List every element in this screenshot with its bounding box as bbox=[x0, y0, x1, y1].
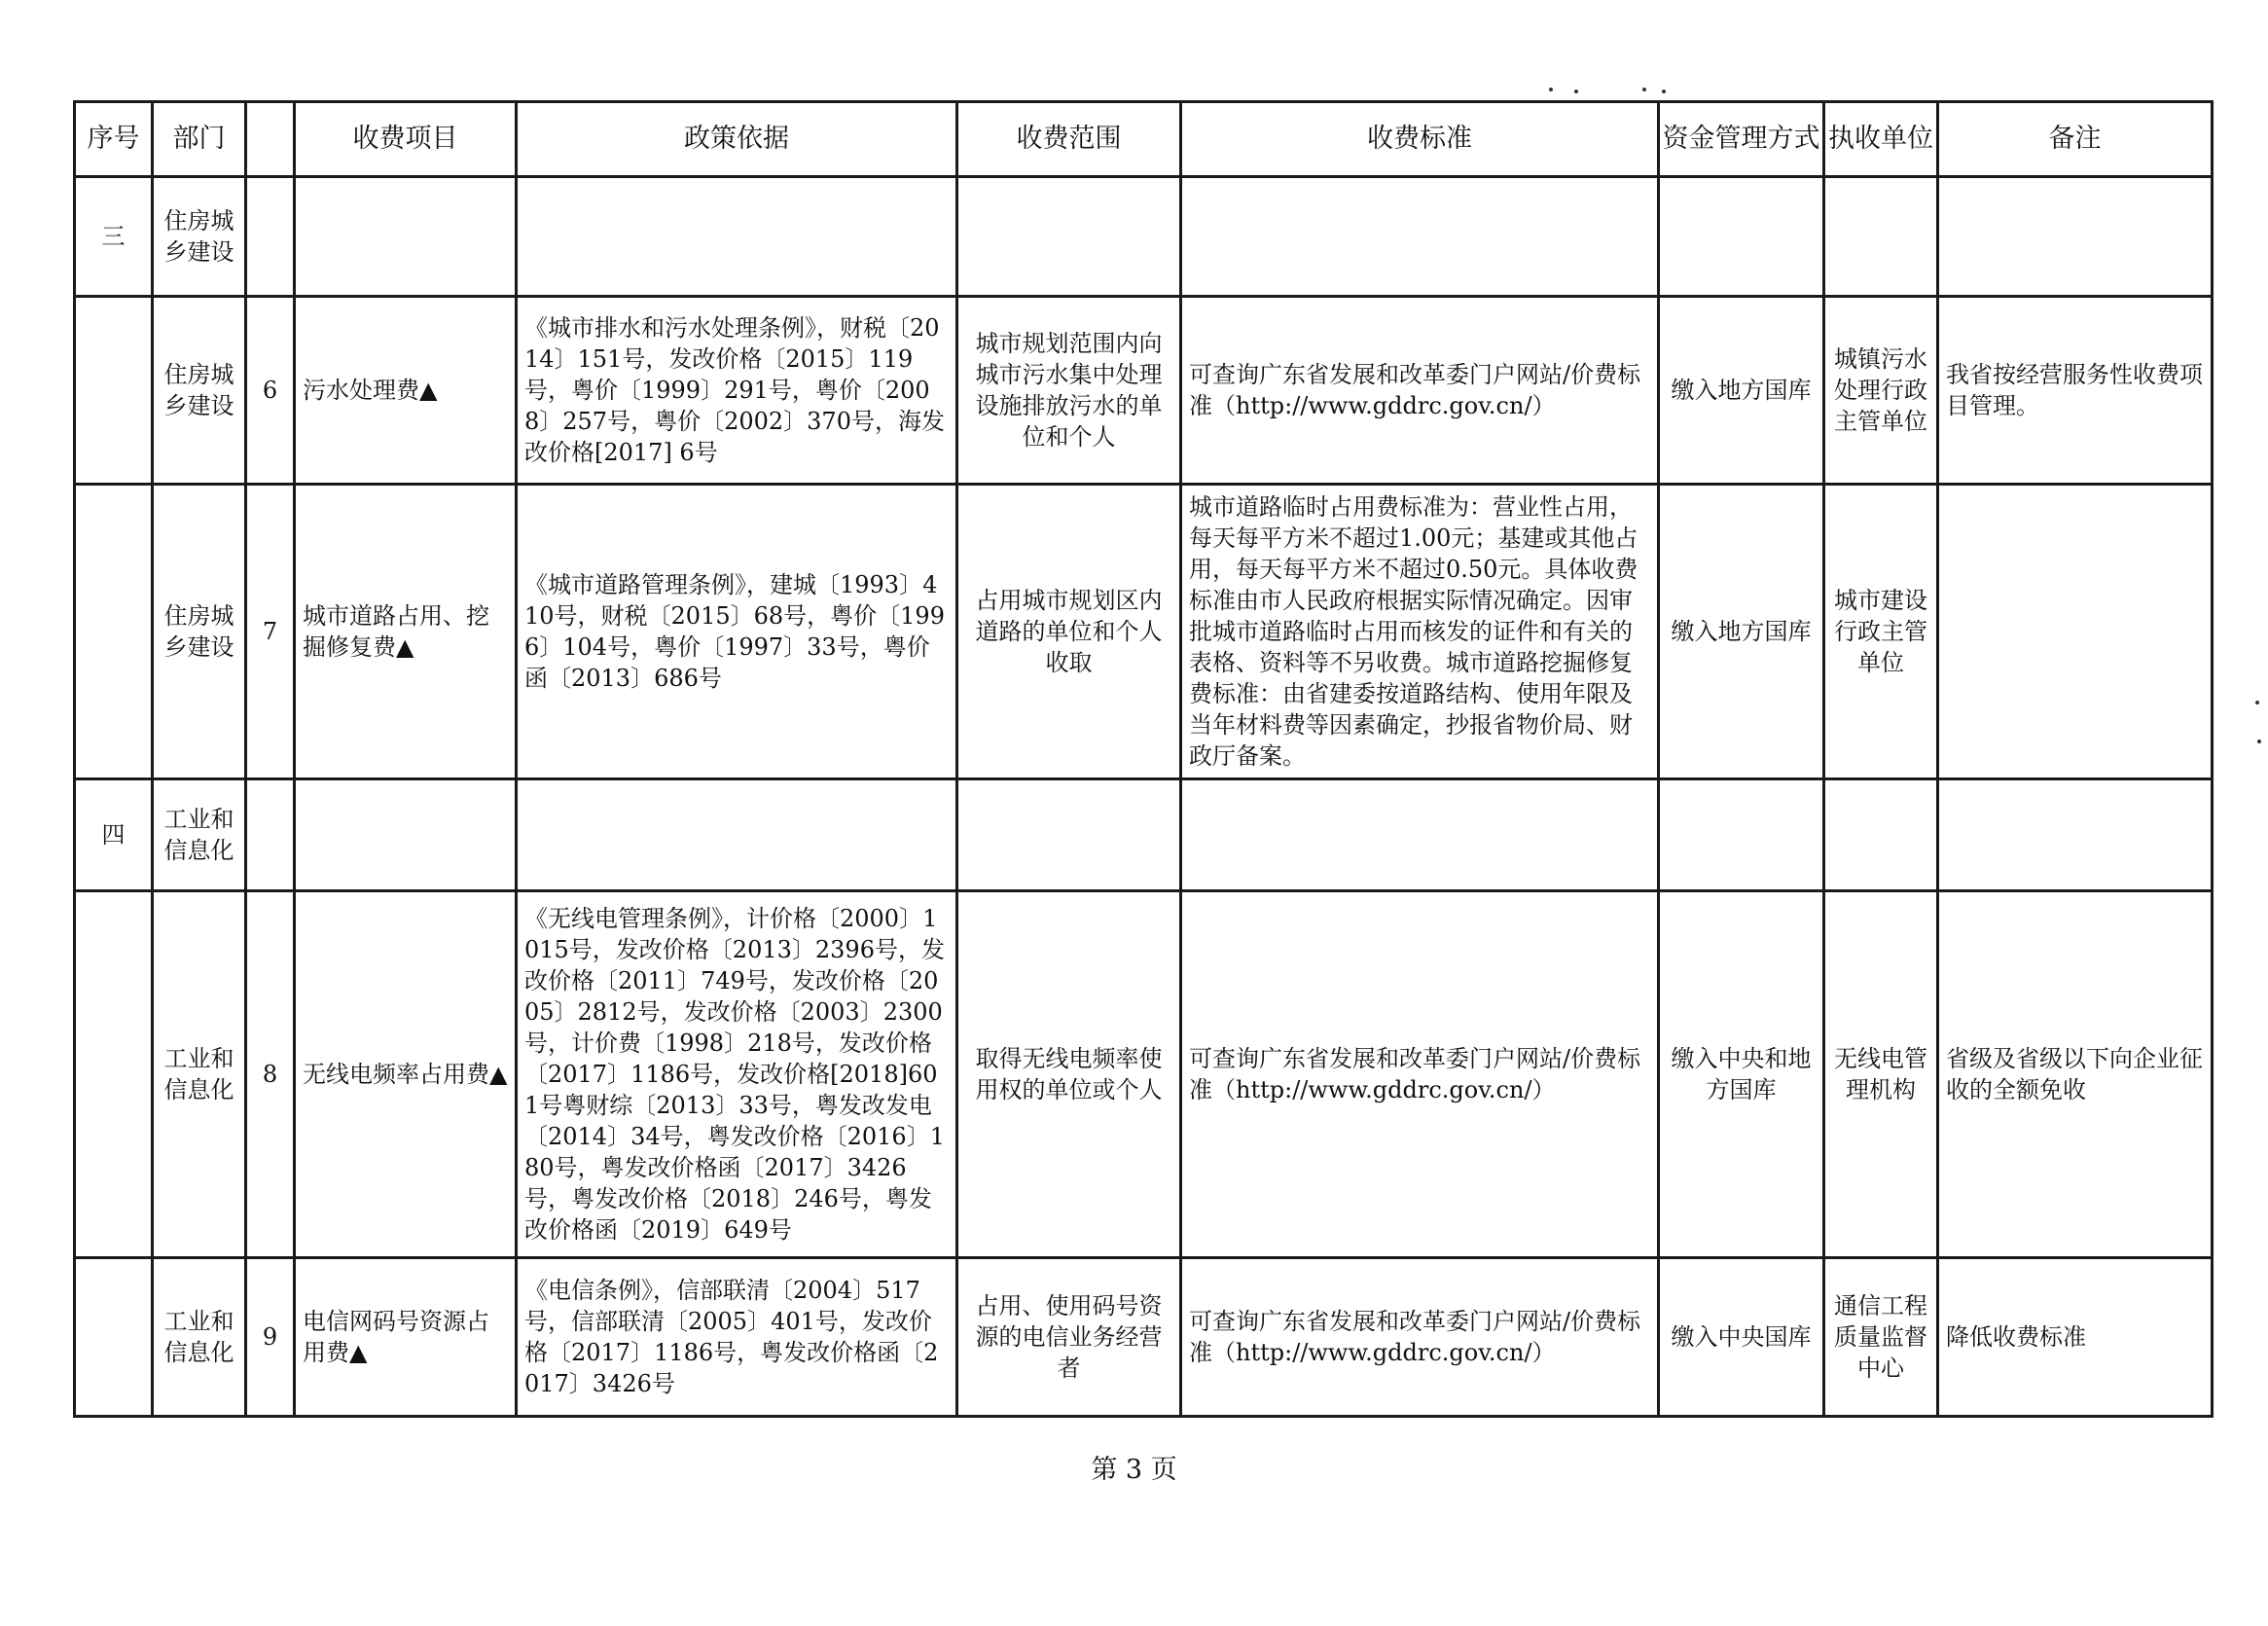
header-no bbox=[246, 102, 295, 177]
dept-cell: 住房城乡建设 bbox=[153, 297, 246, 485]
scope-cell: 占用、使用码号资源的电信业务经营者 bbox=[957, 1258, 1181, 1417]
unit-cell: 无线电管理机构 bbox=[1824, 891, 1938, 1258]
table-row bbox=[75, 1258, 2213, 1417]
standard-cell: 可查询广东省发展和改革委门户网站/价费标准（http://www.gddrc.gov.cn/） bbox=[1181, 891, 1659, 1258]
empty-cell bbox=[1181, 177, 1659, 297]
empty-cell bbox=[517, 779, 957, 891]
header-item: 收费项目 bbox=[295, 102, 517, 177]
header-unit: 执收单位 bbox=[1824, 102, 1938, 177]
seq-cell bbox=[75, 1258, 153, 1417]
header-policy: 政策依据 bbox=[517, 102, 957, 177]
fund-cell: 缴入中央国库 bbox=[1659, 1258, 1824, 1417]
policy-cell: 《电信条例》，信部联清〔2004〕517号，信部联清〔2005〕401号，发改价格〔2017〕1186号，粤发改价格函〔2017〕3426号 bbox=[517, 1258, 957, 1417]
fund-cell: 缴入地方国库 bbox=[1659, 485, 1824, 779]
dept-cell: 住房城乡建设 bbox=[153, 485, 246, 779]
empty-cell bbox=[957, 177, 1181, 297]
empty-cell bbox=[1824, 779, 1938, 891]
no-cell: 8 bbox=[246, 891, 295, 1258]
policy-cell: 《无线电管理条例》，计价格〔2000〕1015号，发改价格〔2013〕2396号，发改价格〔2011〕749号，发改价格〔2005〕2812号，发改价格〔2003〕2300号，计价费〔1998〕218号，发改价格〔2017〕1186号，发改价格[2018]601号粤财综〔2013〕33号，粤发改发电〔2014〕34号，粤发改价格〔2016〕180号，粤发改价格函〔2017〕3426号，粤发改价格〔2018〕246号，粤发改价格函〔2019〕649号 bbox=[517, 891, 957, 1258]
seq-cell bbox=[75, 485, 153, 779]
header-standard: 收费标准 bbox=[1181, 102, 1659, 177]
item-cell: 污水处理费▲ bbox=[295, 297, 517, 485]
empty-cell bbox=[957, 779, 1181, 891]
fund-cell: 缴入中央和地方国库 bbox=[1659, 891, 1824, 1258]
empty-cell bbox=[295, 779, 517, 891]
standard-cell: 可查询广东省发展和改革委门户网站/价费标准（http://www.gddrc.gov.cn/） bbox=[1181, 297, 1659, 485]
seq-cell bbox=[75, 891, 153, 1258]
unit-cell: 城镇污水处理行政主管单位 bbox=[1824, 297, 1938, 485]
fund-cell: 缴入地方国库 bbox=[1659, 297, 1824, 485]
scan-speck bbox=[1662, 90, 1666, 93]
remark-cell: 我省按经营服务性收费项目管理。 bbox=[1938, 297, 2213, 485]
unit-cell: 通信工程质量监督中心 bbox=[1824, 1258, 1938, 1417]
header-remark: 备注 bbox=[1938, 102, 2213, 177]
header-scope: 收费范围 bbox=[957, 102, 1181, 177]
standard-cell: 城市道路临时占用费标准为：营业性占用，每天每平方米不超过1.00元；基建或其他占用，每天每平方米不超过0.50元。具体收费标准由市人民政府根据实际情况确定。因审批城市道路临时占用而核发的证件和有关的表格、资料等不另收费。城市道路挖掘修复费标准：由省建委按道路结构、使用年限及当年材料费等因素确定，抄报省物价局、财政厅备案。 bbox=[1181, 485, 1659, 779]
table-row bbox=[75, 891, 2213, 1258]
seq-cell bbox=[75, 297, 153, 485]
empty-cell bbox=[1181, 779, 1659, 891]
empty-cell bbox=[246, 779, 295, 891]
header-fund: 资金管理方式 bbox=[1659, 102, 1824, 177]
item-cell: 城市道路占用、挖掘修复费▲ bbox=[295, 485, 517, 779]
fee-table bbox=[73, 100, 2214, 1418]
empty-cell bbox=[1659, 177, 1824, 297]
page-number: 第 3 页 bbox=[1091, 1455, 1177, 1485]
remark-cell: 省级及省级以下向企业征收的全额免收 bbox=[1938, 891, 2213, 1258]
item-cell: 无线电频率占用费▲ bbox=[295, 891, 517, 1258]
dept-cell: 工业和信息化 bbox=[153, 1258, 246, 1417]
unit-cell: 城市建设行政主管单位 bbox=[1824, 485, 1938, 779]
section-row-industry bbox=[75, 779, 2213, 891]
empty-cell bbox=[1824, 177, 1938, 297]
scope-cell: 占用城市规划区内道路的单位和个人收取 bbox=[957, 485, 1181, 779]
scope-cell: 城市规划范围内向城市污水集中处理设施排放污水的单位和个人 bbox=[957, 297, 1181, 485]
empty-cell bbox=[246, 177, 295, 297]
header-dept: 部门 bbox=[153, 102, 246, 177]
policy-cell: 《城市道路管理条例》，建城〔1993〕410号，财税〔2015〕68号，粤价〔1996〕104号，粤价〔1997〕33号，粤价函〔2013〕686号 bbox=[517, 485, 957, 779]
empty-cell bbox=[1938, 779, 2213, 891]
no-cell: 7 bbox=[246, 485, 295, 779]
no-cell: 6 bbox=[246, 297, 295, 485]
scan-speck bbox=[1549, 88, 1553, 91]
table-row bbox=[75, 297, 2213, 485]
section-row-housing bbox=[75, 177, 2213, 297]
fee-table-page bbox=[73, 100, 2214, 1418]
empty-cell bbox=[1938, 177, 2213, 297]
table-header-row bbox=[75, 102, 2213, 177]
empty-cell bbox=[295, 177, 517, 297]
table-row bbox=[75, 485, 2213, 779]
empty-cell bbox=[1659, 779, 1824, 891]
standard-cell: 可查询广东省发展和改革委门户网站/价费标准（http://www.gddrc.gov.cn/） bbox=[1181, 1258, 1659, 1417]
item-cell: 电信网码号资源占用费▲ bbox=[295, 1258, 517, 1417]
dept-cell: 工业和信息化 bbox=[153, 891, 246, 1258]
remark-cell bbox=[1938, 485, 2213, 779]
scan-speck bbox=[2257, 740, 2261, 743]
scan-speck bbox=[2255, 701, 2259, 705]
header-seq: 序号 bbox=[75, 102, 153, 177]
empty-cell bbox=[517, 177, 957, 297]
section-dept: 住房城乡建设 bbox=[153, 177, 246, 297]
section-dept: 工业和信息化 bbox=[153, 779, 246, 891]
section-number: 三 bbox=[75, 177, 153, 297]
scope-cell: 取得无线电频率使用权的单位或个人 bbox=[957, 891, 1181, 1258]
remark-cell: 降低收费标准 bbox=[1938, 1258, 2213, 1417]
section-number: 四 bbox=[75, 779, 153, 891]
scan-speck bbox=[1574, 90, 1578, 93]
policy-cell: 《城市排水和污水处理条例》，财税〔2014〕151号，发改价格〔2015〕119号，粤价〔1999〕291号，粤价〔2008〕257号，粤价〔2002〕370号，海发改价格[2017] 6号 bbox=[517, 297, 957, 485]
scan-speck bbox=[1642, 88, 1646, 91]
no-cell: 9 bbox=[246, 1258, 295, 1417]
